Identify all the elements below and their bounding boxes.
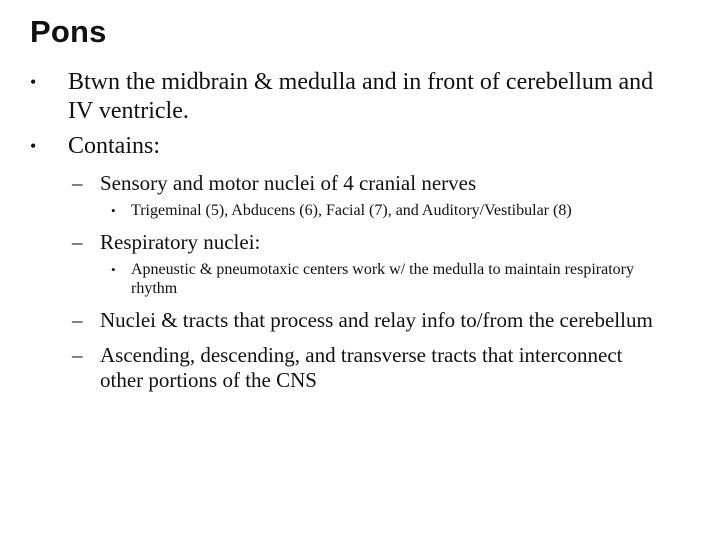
sub-bullet-text: Sensory and motor nuclei of 4 cranial nerves xyxy=(100,171,477,195)
dash-icon: – xyxy=(72,343,83,367)
bullet-icon: • xyxy=(111,262,116,277)
sub-bullet-cerebellum-relay xyxy=(72,308,660,333)
dash-icon: – xyxy=(72,230,83,254)
sub-bullet-text: Respiratory nuclei: xyxy=(100,230,261,254)
bullet-icon: • xyxy=(111,203,116,218)
sub-bullet-respiratory-nuclei xyxy=(72,230,660,255)
dash-icon: – xyxy=(72,171,83,195)
bullet-icon: • xyxy=(30,72,37,92)
bullet-text: Btwn the midbrain & medulla and in front of cerebellum and IV ventricle. xyxy=(68,69,654,124)
bullet-location xyxy=(30,68,668,126)
detail-text: Apneustic & pneumotaxic centers work w/ the medulla to maintain respiratory rhythm xyxy=(131,261,634,297)
detail-bullet-cranial-nerves xyxy=(111,201,651,220)
slide-content xyxy=(0,68,720,398)
bullet-contains xyxy=(30,132,668,161)
detail-bullet-respiratory xyxy=(111,260,651,298)
bullet-text: Contains: xyxy=(68,133,161,159)
sub-bullet-tracts xyxy=(72,343,660,393)
bullet-icon: • xyxy=(30,136,37,156)
detail-text: Trigeminal (5), Abducens (6), Facial (7), and Auditory/Vestibular (8) xyxy=(131,202,572,219)
sub-bullet-cranial-nerves xyxy=(72,171,660,196)
sub-bullet-text: Nuclei & tracts that process and relay info to/from the cerebellum xyxy=(100,308,653,332)
dash-icon: – xyxy=(72,308,83,332)
sub-bullet-text: Ascending, descending, and transverse tracts that interconnect other portions of the CNS xyxy=(100,343,623,392)
slide-title: Pons xyxy=(30,14,107,49)
